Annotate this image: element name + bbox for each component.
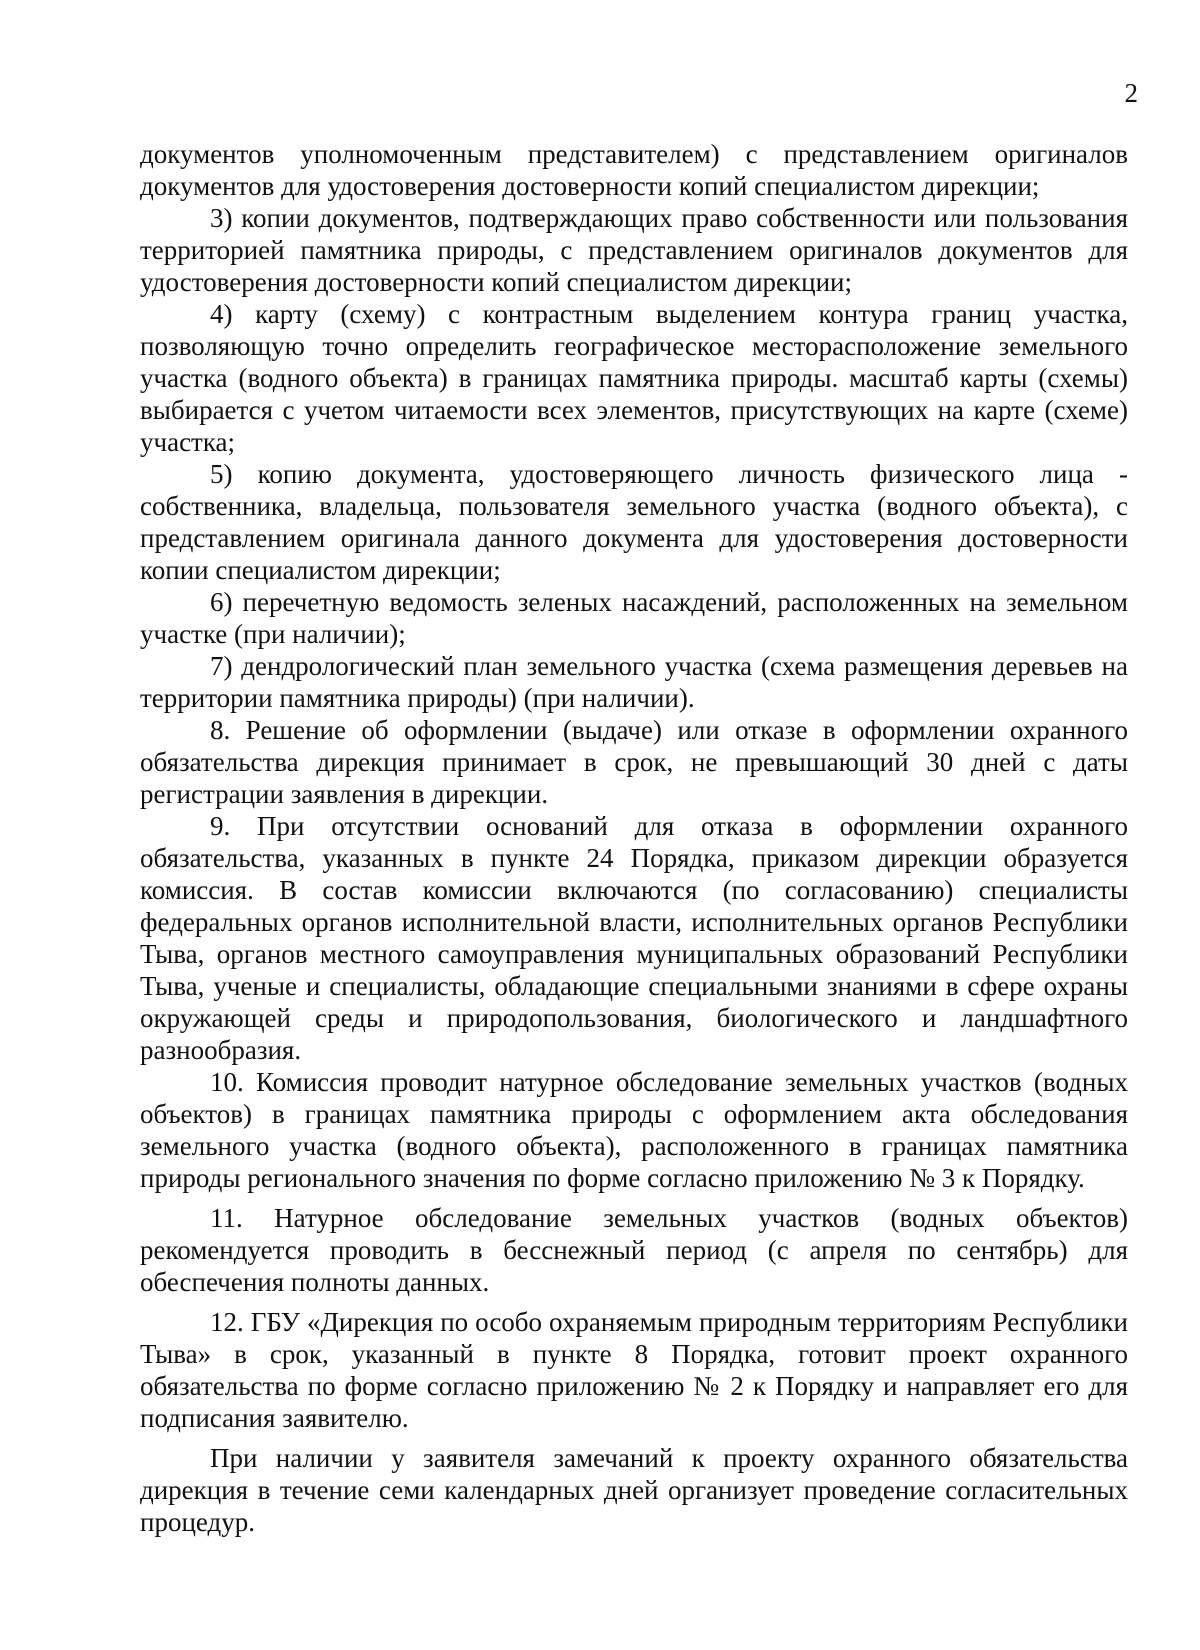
paragraph-item-7: 7) дендрологический план земельного участка (схема размещения деревьев на территории памятника природы) (при наличии). — [140, 651, 1128, 713]
paragraph-continuation: документов уполномоченным представителем) с представлением оригиналов документов для удостоверения достоверности копий специалистом дирекции; — [140, 139, 1128, 201]
paragraph-clause-8: 8. Решение об оформлении (выдаче) или отказе в оформлении охранного обязательства дирекция принимает в срок, не превышающий 30 дней с даты регистрации заявления в дирекции. — [140, 715, 1128, 809]
paragraph-remarks: При наличии у заявителя замечаний к проекту охранного обязательства дирекция в течение семи календарных дней организует проведение согласительных процедур. — [140, 1443, 1128, 1537]
paragraph-clause-9: 9. При отсутствии оснований для отказа в оформлении охранного обязательства, указанных в пункте 24 Порядка, приказом дирекции образуется комиссия. В состав комиссии включаются (по согласованию) специалисты федеральных органов исполнительной власти, исполнительных органов Республики Тыва, органов местного самоуправления муниципальных образований Республики Тыва, ученые и специалисты, обладающие специальными знаниями в сфере охраны окружающей среды и природопользования, биологического и ландшафтного разнообразия. — [140, 811, 1128, 1065]
paragraph-item-6: 6) перечетную ведомость зеленых насаждений, расположенных на земельном участке (при наличии); — [140, 587, 1128, 649]
paragraph-item-3: 3) копии документов, подтверждающих право собственности или пользования территорией памятника природы, с представлением оригиналов документов для удостоверения достоверности копий специалистом дирекции; — [140, 203, 1128, 297]
page-number: 2 — [1124, 78, 1138, 108]
paragraph-item-4: 4) карту (схему) с контрастным выделением контура границ участка, позволяющую точно определить географическое месторасположение земельного участка (водного объекта) в границах памятника природы. масштаб карты (схемы) выбирается с учетом читаемости всех элементов, присутствующих на карте (схеме) участка; — [140, 299, 1128, 457]
paragraph-clause-10: 10. Комиссия проводит натурное обследование земельных участков (водных объектов) в границах памятника природы с оформлением акта обследования земельного участка (водного объекта), расположенного в границах памятника природы регионального значения по форме согласно приложению № 3 к Порядку. — [140, 1067, 1128, 1193]
document-body — [140, 138, 1128, 1538]
paragraph-clause-12: 12. ГБУ «Дирекция по особо охраняемым природным территориям Республики Тыва» в срок, указанный в пункте 8 Порядка, готовит проект охранного обязательства по форме согласно приложению № 2 к Порядку и направляет его для подписания заявителю. — [140, 1307, 1128, 1433]
paragraph-item-5: 5) копию документа, удостоверяющего личность физического лица - собственника, владельца, пользователя земельного участка (водного объекта), с представлением оригинала данного документа для удостоверения достоверности копии специалистом дирекции; — [140, 459, 1128, 585]
paragraph-clause-11: 11. Натурное обследование земельных участков (водных объектов) рекомендуется проводить в бесснежный период (с апреля по сентябрь) для обеспечения полноты данных. — [140, 1203, 1128, 1297]
